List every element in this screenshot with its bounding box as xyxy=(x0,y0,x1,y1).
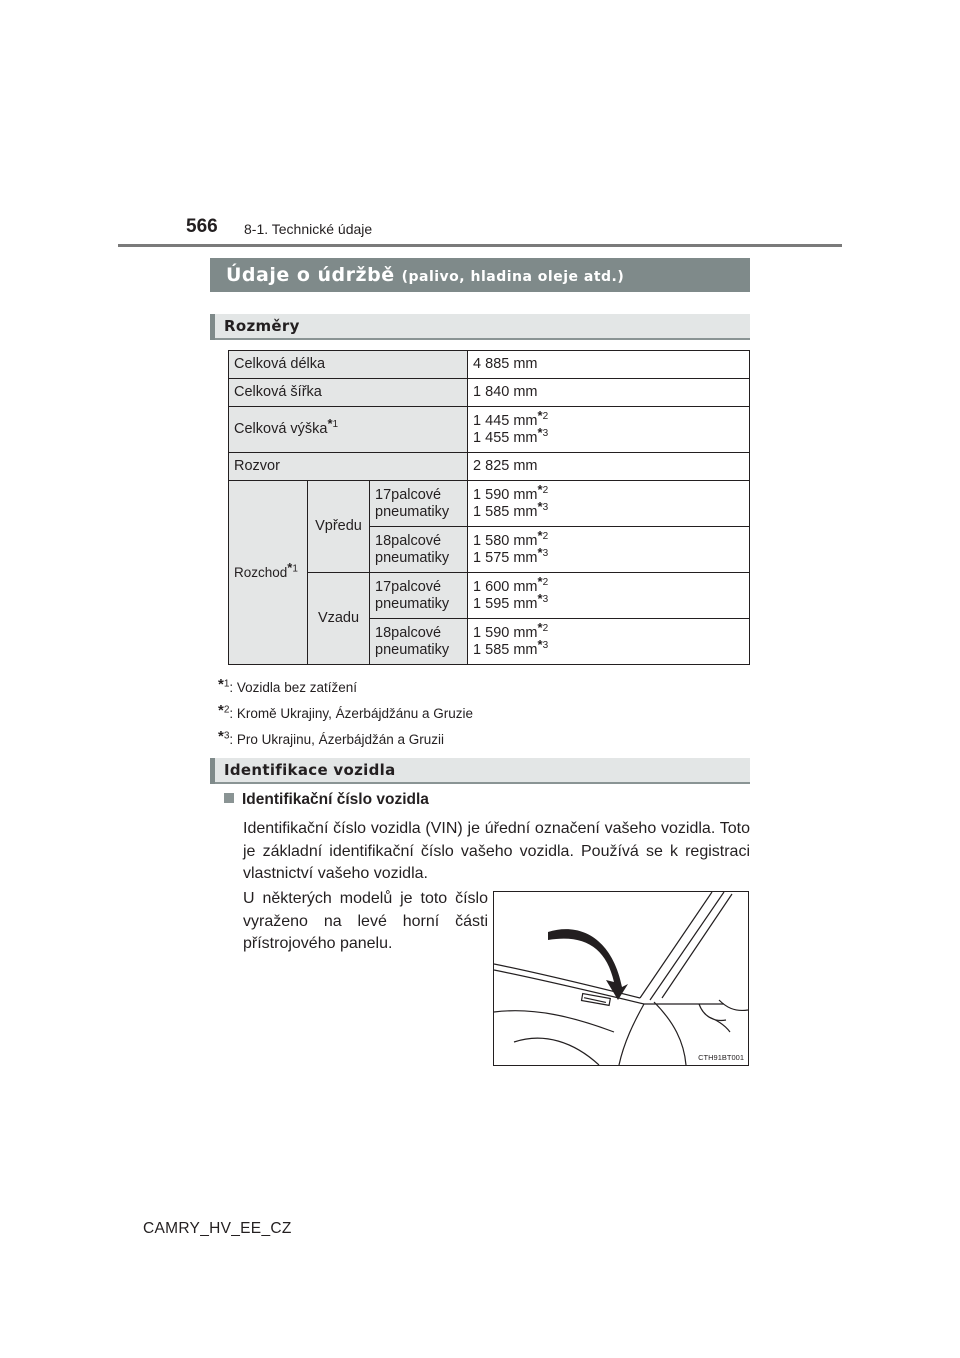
asterisk: * xyxy=(287,560,293,575)
asterisk: * xyxy=(537,424,543,440)
section-reference: 8-1. Technické údaje xyxy=(244,221,373,237)
vin-location-illustration xyxy=(493,891,749,1066)
front-18-value-b: 1 575 mm xyxy=(473,549,538,566)
footnote-3 xyxy=(218,728,444,747)
pointer-arrow xyxy=(548,929,628,1000)
footnote-ref: 3 xyxy=(542,427,549,439)
asterisk: * xyxy=(537,619,543,635)
main-title-bar xyxy=(210,258,750,292)
dimensions-heading xyxy=(210,314,750,340)
footnote-mark: 1 xyxy=(223,678,230,690)
asterisk: * xyxy=(218,702,224,719)
asterisk: * xyxy=(537,481,543,497)
footnote-mark: 2 xyxy=(223,704,230,716)
footnote-ref: 2 xyxy=(542,410,549,422)
height-value-a: 1 445 mm xyxy=(473,412,538,429)
table-row xyxy=(229,379,750,407)
footnote-ref: 2 xyxy=(542,484,549,496)
vin-location-paragraph: U některých modelů je toto číslo vyraženo na levé horní části přístrojového panelu. xyxy=(243,890,488,952)
wheelbase-value: 2 825 mm xyxy=(468,453,750,481)
rear-17-tire: 17palcové pneumatiky xyxy=(370,573,468,619)
front-18-value-cell xyxy=(468,527,750,573)
footnote-2-text: : Kromě Ukrajiny, Ázerbájdžánu a Gruzie xyxy=(229,706,474,721)
asterisk: * xyxy=(327,416,333,431)
rear-18-tire: 18palcové pneumatiky xyxy=(370,619,468,665)
page-number: 566 xyxy=(186,216,218,237)
asterisk: * xyxy=(537,527,543,543)
footnote-ref: 1 xyxy=(332,419,339,431)
height-value-b: 1 455 mm xyxy=(473,429,538,446)
rear-17-value-b: 1 595 mm xyxy=(473,595,538,612)
footnote-1-text: : Vozidla bez zatížení xyxy=(229,680,357,695)
length-label: Celková délka xyxy=(229,351,468,379)
height-label: Celková výška xyxy=(234,421,328,437)
footnote-ref: 1 xyxy=(292,563,298,575)
tread-rear-label: Vzadu xyxy=(308,573,370,665)
footnote-2 xyxy=(218,702,473,721)
length-value: 4 885 mm xyxy=(468,351,750,379)
tread-label: Rozchod xyxy=(234,565,288,580)
rear-17-value-cell xyxy=(468,573,750,619)
table-row xyxy=(229,407,750,453)
footnote-ref: 2 xyxy=(542,576,549,588)
vehicle-id-heading xyxy=(210,758,750,784)
front-18-tire: 18palcové pneumatiky xyxy=(370,527,468,573)
height-label-cell xyxy=(229,407,468,453)
tread-front-label: Vpředu xyxy=(308,481,370,573)
footnote-1 xyxy=(218,676,357,695)
front-17-value-a: 1 590 mm xyxy=(473,486,538,503)
footnote-ref: 2 xyxy=(542,530,549,542)
front-18-value-a: 1 580 mm xyxy=(473,532,538,549)
rear-18-value-b: 1 585 mm xyxy=(473,641,538,658)
asterisk: * xyxy=(537,573,543,589)
main-title: Údaje o údržbě xyxy=(226,264,395,286)
square-bullet-icon xyxy=(224,793,234,803)
asterisk: * xyxy=(537,636,543,652)
footnote-ref: 3 xyxy=(542,501,549,513)
width-label: Celková šířka xyxy=(229,379,468,407)
illustration-code: CTH91BT001 xyxy=(698,1053,744,1062)
footnote-ref: 3 xyxy=(542,547,549,559)
table-row xyxy=(229,573,750,619)
asterisk: * xyxy=(218,728,224,745)
dashboard-drawing xyxy=(494,892,748,1065)
footnote-ref: 3 xyxy=(542,639,549,651)
vin-paragraph: Identifikační číslo vozidla (VIN) je úřední označení vašeho vozidla. Toto je základní identifikační číslo vašeho vozidla. Používá se k registraci vlastnictví vašeho vozidla. xyxy=(243,820,750,882)
front-17-value-cell xyxy=(468,481,750,527)
wheelbase-label: Rozvor xyxy=(229,453,468,481)
asterisk: * xyxy=(537,498,543,514)
model-code-footer: CAMRY_HV_EE_CZ xyxy=(143,1220,292,1237)
table-row xyxy=(229,481,750,527)
rear-18-value-cell xyxy=(468,619,750,665)
height-value-cell xyxy=(468,407,750,453)
tread-label-cell xyxy=(229,481,308,665)
asterisk: * xyxy=(537,590,543,606)
vin-item-title-text: Identifikační číslo vozidla xyxy=(242,791,429,808)
dimensions-table xyxy=(228,350,750,665)
vin-item-title xyxy=(224,791,429,809)
main-title-subtitle: (palivo, hladina oleje atd.) xyxy=(401,269,625,285)
header-divider xyxy=(118,244,842,247)
rear-18-value-a: 1 590 mm xyxy=(473,624,538,641)
vehicle-id-heading-text: Identifikace vozidla xyxy=(224,761,396,779)
footnote-mark: 3 xyxy=(223,730,230,742)
front-17-value-b: 1 585 mm xyxy=(473,503,538,520)
table-row xyxy=(229,351,750,379)
table-row xyxy=(229,453,750,481)
footnote-ref: 3 xyxy=(542,593,549,605)
asterisk: * xyxy=(218,676,224,693)
footnote-3-text: : Pro Ukrajinu, Ázerbájdžán a Gruzii xyxy=(229,732,444,747)
rear-17-value-a: 1 600 mm xyxy=(473,578,538,595)
footnote-ref: 2 xyxy=(542,622,549,634)
asterisk: * xyxy=(537,407,543,423)
front-17-tire: 17palcové pneumatiky xyxy=(370,481,468,527)
width-value: 1 840 mm xyxy=(468,379,750,407)
asterisk: * xyxy=(537,544,543,560)
dimensions-heading-text: Rozměry xyxy=(224,317,300,335)
